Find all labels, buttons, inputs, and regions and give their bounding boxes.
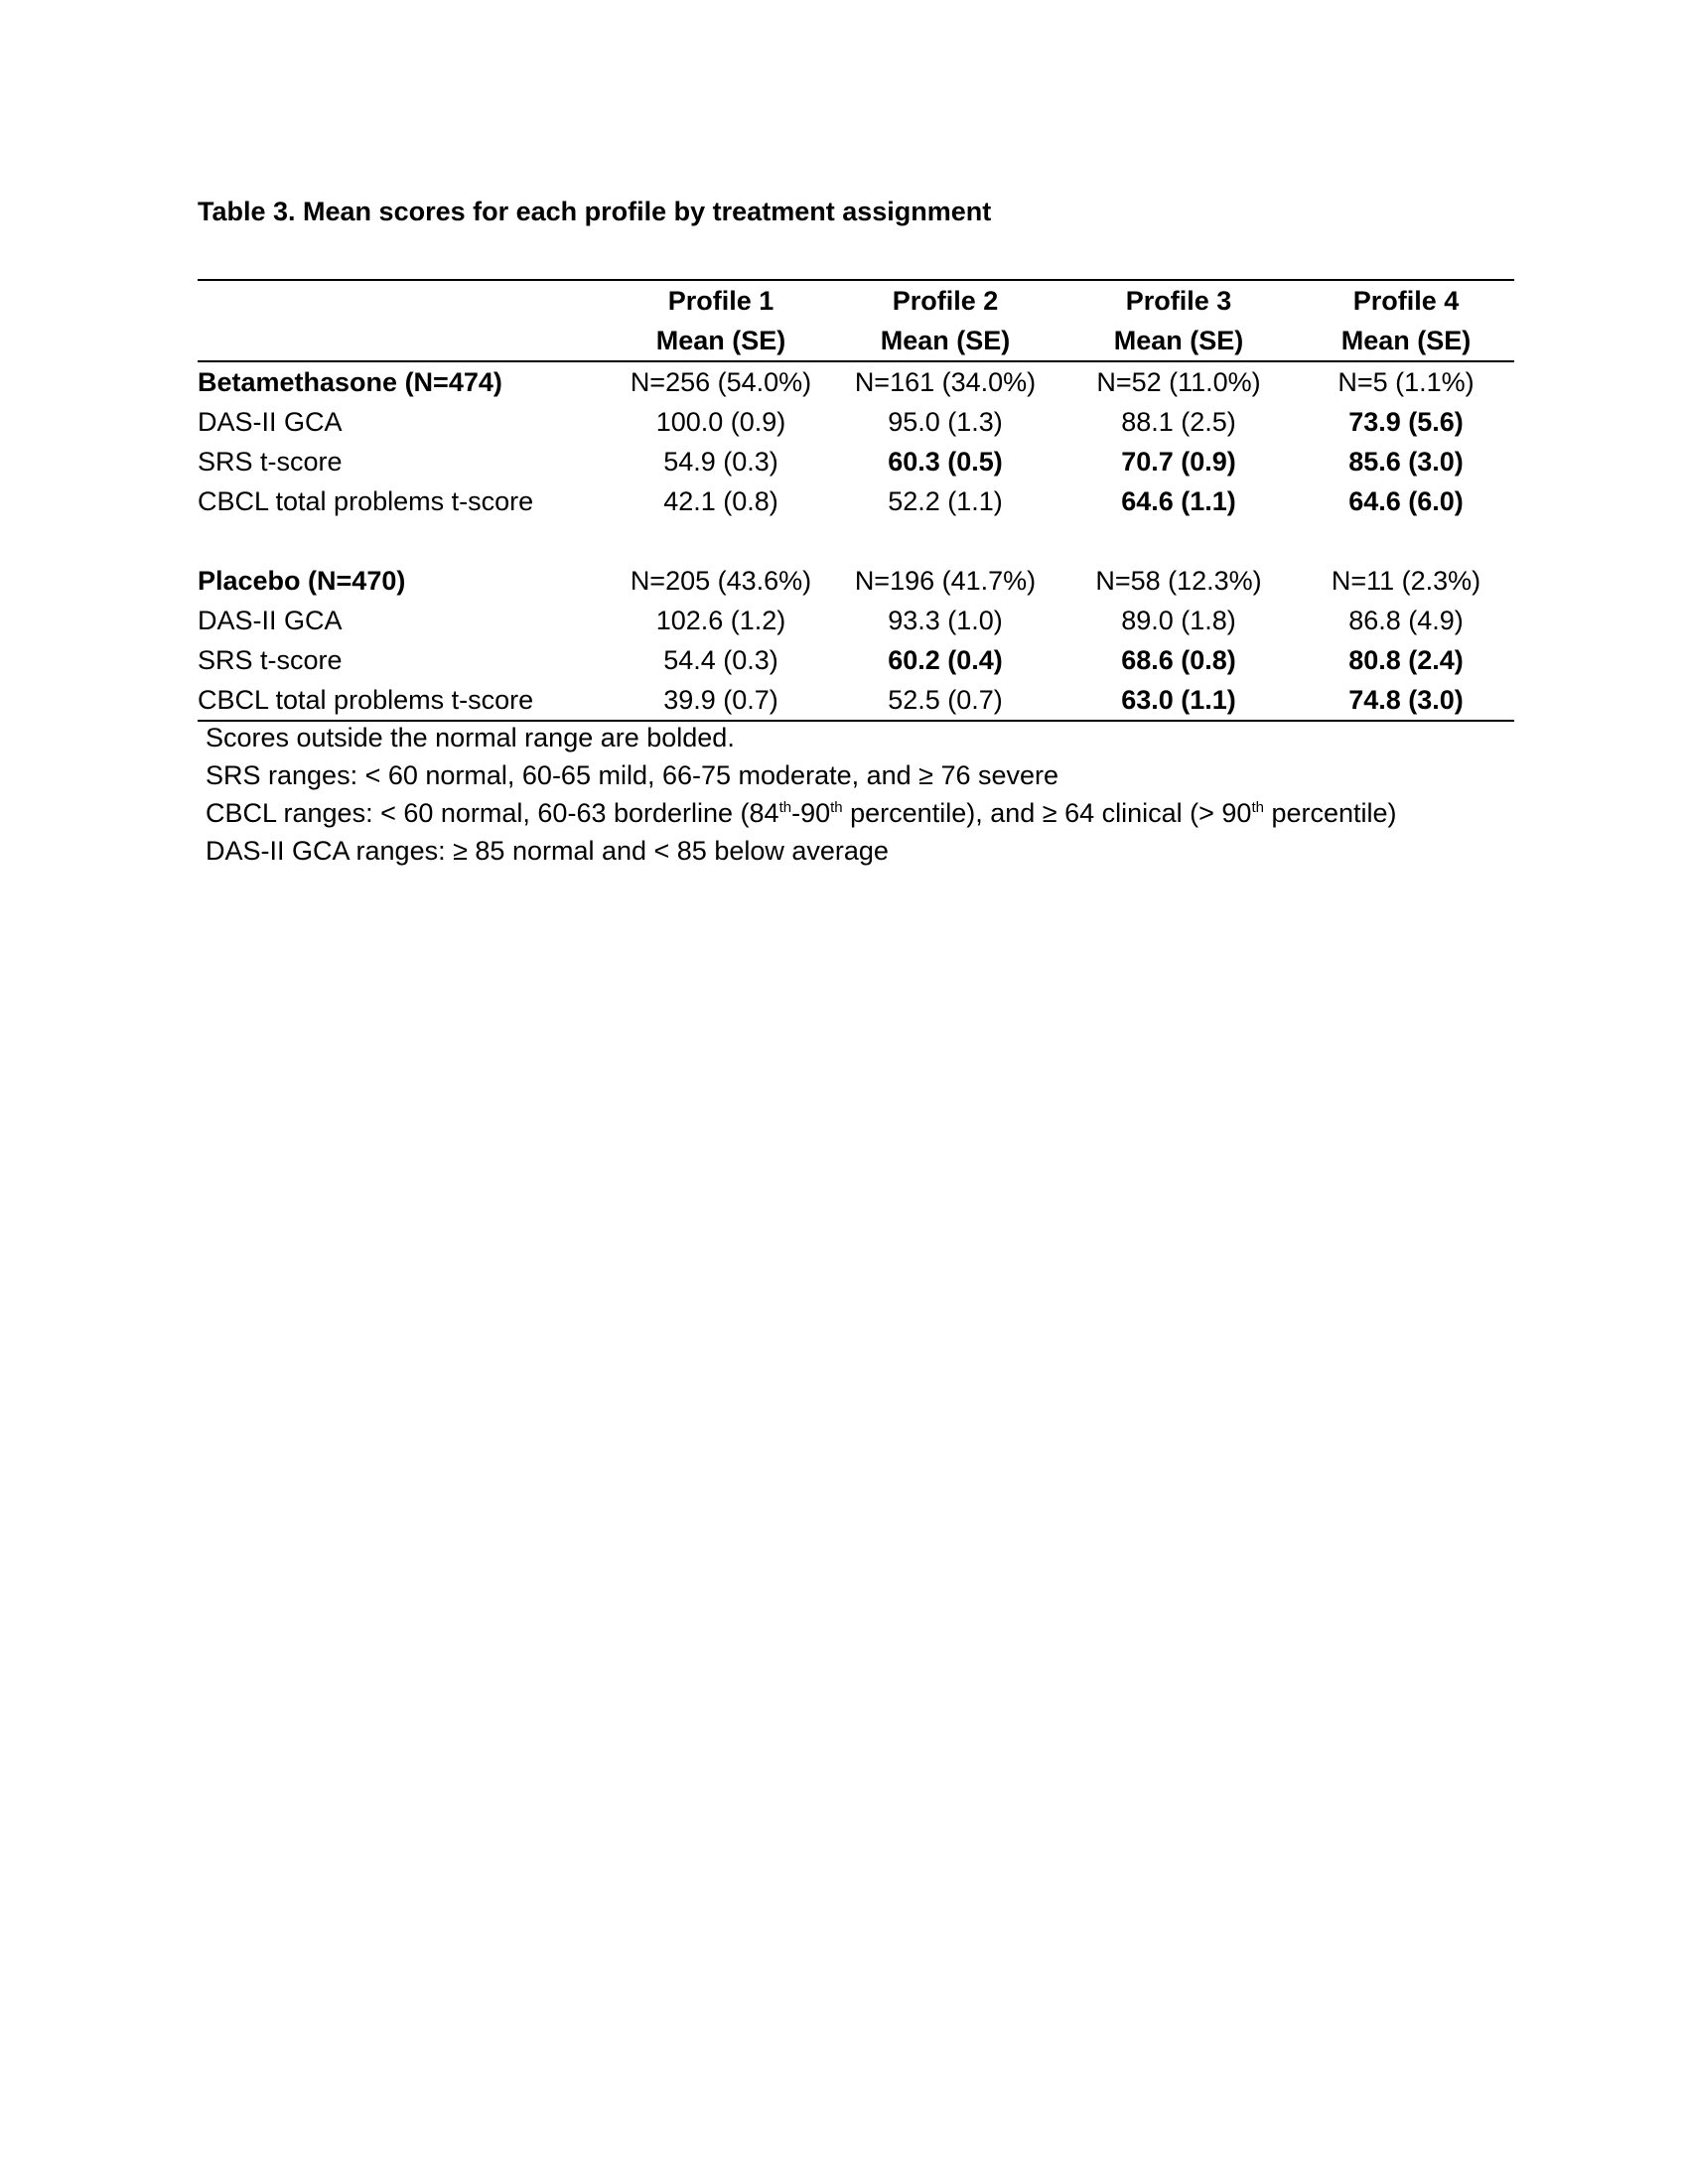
count-cell: N=205 (43.6%) xyxy=(630,566,812,596)
note-cbcl-text: percentile), and ≥ 64 clinical (> 90 xyxy=(842,798,1252,828)
value-cell: 42.1 (0.8) xyxy=(663,486,778,516)
value-cell: 52.5 (0.7) xyxy=(831,680,1059,721)
note-cbcl-text: CBCL ranges: < 60 normal, 60-63 borderline (84 xyxy=(206,798,779,828)
spacer-row xyxy=(198,521,1514,561)
header-profile-1: Profile 1 xyxy=(611,280,831,321)
count-cell: N=11 (2.3%) xyxy=(1331,566,1481,596)
row-label: CBCL total problems t-score xyxy=(198,680,611,721)
value-cell: 86.8 (4.9) xyxy=(1348,606,1464,635)
row-label: DAS-II GCA xyxy=(198,407,343,437)
value-cell: 54.4 (0.3) xyxy=(663,645,778,675)
count-cell: N=58 (12.3%) xyxy=(1095,566,1262,596)
count-cell: N=5 (1.1%) xyxy=(1337,367,1475,397)
header-mean-se: Mean (SE) xyxy=(1059,321,1298,361)
table-row xyxy=(198,680,1514,721)
value-cell: 88.1 (2.5) xyxy=(1121,407,1236,437)
value-cell: 95.0 (1.3) xyxy=(888,407,1003,437)
note-cbcl-text: percentile) xyxy=(1263,798,1397,828)
value-cell: 64.6 (6.0) xyxy=(1348,486,1464,516)
table-row xyxy=(198,442,1514,481)
value-cell: 85.6 (3.0) xyxy=(1348,447,1464,477)
table-title: Table 3. Mean scores for each profile by treatment assignment xyxy=(198,197,992,226)
value-cell: 89.0 (1.8) xyxy=(1121,606,1236,635)
spacer-cell xyxy=(198,521,1514,561)
value-cell: 100.0 (0.9) xyxy=(655,407,786,437)
table-row xyxy=(198,640,1514,680)
group-label: Betamethasone (N=474) xyxy=(198,367,502,397)
header-mean-se: Mean (SE) xyxy=(611,321,831,361)
results-table xyxy=(198,279,1514,722)
value-cell: 68.6 (0.8) xyxy=(1121,645,1236,675)
superscript-th: th xyxy=(1251,799,1264,816)
table-header-row-profiles xyxy=(198,280,1514,321)
value-cell: 74.8 (3.0) xyxy=(1298,680,1514,721)
value-cell: 73.9 (5.6) xyxy=(1348,407,1464,437)
note-srs-ranges: SRS ranges: < 60 normal, 60-65 mild, 66-75 moderate, and ≥ 76 severe xyxy=(206,760,1059,790)
value-cell: 93.3 (1.0) xyxy=(888,606,1003,635)
header-profile-3: Profile 3 xyxy=(1059,280,1298,321)
header-mean-se: Mean (SE) xyxy=(831,321,1059,361)
value-cell: 102.6 (1.2) xyxy=(655,606,786,635)
count-cell: N=52 (11.0%) xyxy=(1096,367,1261,397)
count-cell: N=196 (41.7%) xyxy=(854,566,1037,596)
table-row xyxy=(198,402,1514,442)
row-label: DAS-II GCA xyxy=(198,606,343,635)
note-das-ranges: DAS-II GCA ranges: ≥ 85 normal and < 85 below average xyxy=(206,836,889,866)
table-row xyxy=(198,601,1514,640)
value-cell: 80.8 (2.4) xyxy=(1348,645,1464,675)
table-header-row-stat xyxy=(198,321,1514,361)
value-cell: 60.2 (0.4) xyxy=(888,645,1003,675)
value-cell: 63.0 (1.1) xyxy=(1059,680,1298,721)
group-row-placebo xyxy=(198,561,1514,601)
value-cell: 60.3 (0.5) xyxy=(888,447,1003,477)
value-cell: 54.9 (0.3) xyxy=(663,447,778,477)
header-corner-cell xyxy=(198,280,611,321)
superscript-th: th xyxy=(830,799,843,816)
row-label: SRS t-score xyxy=(198,447,343,477)
count-cell: N=161 (34.0%) xyxy=(854,367,1037,397)
header-profile-2: Profile 2 xyxy=(831,280,1059,321)
superscript-th: th xyxy=(778,799,792,816)
value-cell: 70.7 (0.9) xyxy=(1121,447,1236,477)
header-mean-se: Mean (SE) xyxy=(1298,321,1514,361)
table-row xyxy=(198,481,1514,521)
value-cell: 39.9 (0.7) xyxy=(611,680,831,721)
count-cell: N=256 (54.0%) xyxy=(630,367,812,397)
header-profile-4: Profile 4 xyxy=(1298,280,1514,321)
table-notes xyxy=(206,719,1397,870)
row-label: SRS t-score xyxy=(198,645,343,675)
group-label: Placebo (N=470) xyxy=(198,566,406,596)
note-cbcl-ranges xyxy=(206,794,1397,832)
row-label: CBCL total problems t-score xyxy=(198,486,534,516)
note-cbcl-text: -90 xyxy=(791,798,831,828)
header-corner-cell xyxy=(198,321,611,361)
value-cell: 52.2 (1.1) xyxy=(888,486,1003,516)
note-bolded: Scores outside the normal range are bolded. xyxy=(206,723,735,752)
group-row-betamethasone xyxy=(198,361,1514,402)
value-cell: 64.6 (1.1) xyxy=(1121,486,1236,516)
